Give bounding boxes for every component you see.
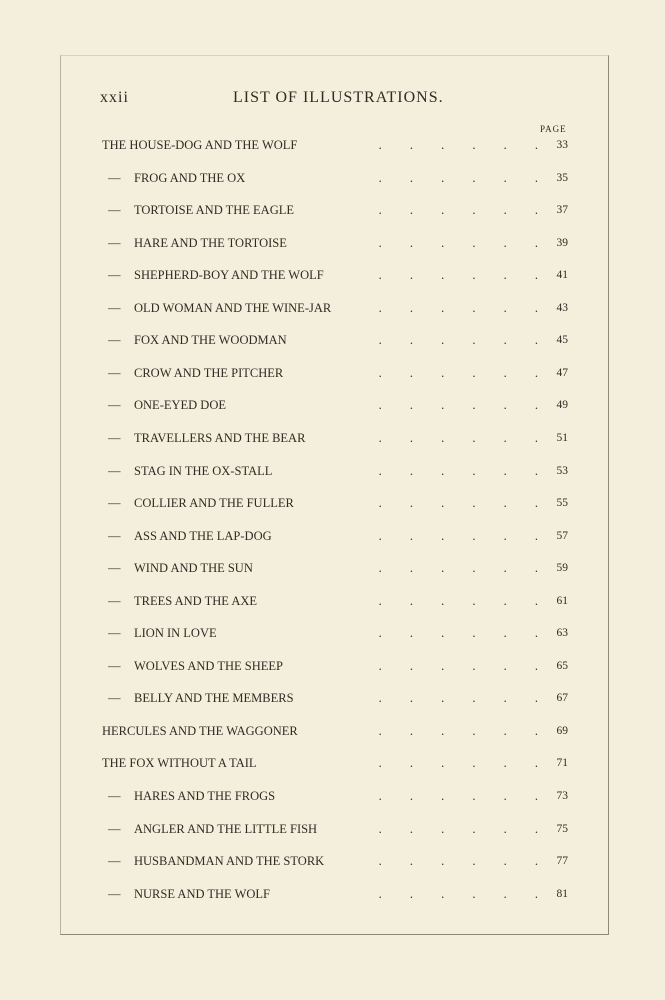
toc-entry (102, 396, 568, 414)
ditto-dash: — (108, 463, 121, 478)
dot-leaders: . . . . . . (378, 235, 538, 250)
dot-leaders: . . . . . . (378, 886, 538, 901)
entry-title: HUSBANDMAN AND THE STORK (134, 854, 325, 869)
ditto-dash: — (108, 300, 121, 315)
toc-entry (102, 885, 568, 903)
entry-title: HARE AND THE TORTOISE (134, 235, 287, 250)
entry-title: TREES AND THE AXE (134, 593, 258, 608)
dot-leaders: . . . . . . (378, 626, 538, 641)
toc-entry (102, 136, 568, 154)
ditto-dash: — (108, 626, 121, 641)
entry-title: HERCULES AND THE WAGGONER (102, 723, 298, 738)
entry-page-number: 59 (556, 562, 568, 575)
ditto-dash: — (108, 854, 121, 869)
entry-page-number: 37 (556, 204, 568, 217)
ditto-dash: — (108, 593, 121, 608)
entry-page-number: 33 (556, 139, 568, 151)
entry-title: FOX AND THE WOODMAN (134, 333, 287, 348)
entry-page-number: 73 (556, 790, 568, 802)
dot-leaders: . . . . . . (378, 691, 538, 706)
ditto-dash: — (108, 268, 121, 283)
entry-title: ANGLER AND THE LITTLE FISH (134, 821, 318, 836)
entry-title: THE FOX WITHOUT A TAIL (102, 756, 257, 771)
entry-page-number: 57 (556, 529, 568, 542)
entry-title: NURSE AND THE WOLF (134, 886, 271, 901)
entry-page-number: 49 (556, 399, 568, 412)
entry-title: FROG AND THE OX (134, 170, 246, 185)
dot-leaders: . . . . . . (378, 496, 538, 511)
entry-page-number: 77 (556, 855, 568, 868)
dot-leaders: . . . . . . (378, 300, 538, 315)
dot-leaders: . . . . . . (378, 268, 538, 283)
entry-page-number: 43 (556, 301, 568, 314)
entry-title: COLLIER AND THE FULLER (134, 496, 294, 511)
entry-page-number: 35 (556, 171, 568, 184)
dot-leaders: . . . . . . (378, 333, 538, 348)
entry-page-number: 41 (556, 269, 568, 282)
ditto-dash: — (108, 398, 121, 413)
entry-page-number: 53 (556, 464, 568, 477)
ditto-dash: — (108, 365, 121, 380)
toc-entry (102, 559, 568, 577)
ditto-dash: — (108, 658, 121, 673)
page-number: xxii (100, 89, 129, 106)
dot-leaders: . . . . . . (378, 463, 538, 478)
entry-page-number: 81 (556, 887, 568, 900)
toc-entry (102, 689, 568, 707)
entry-title: BELLY AND THE MEMBERS (134, 691, 294, 706)
entry-page-number: 67 (556, 692, 568, 705)
dot-leaders: . . . . . . (378, 561, 538, 576)
toc-entry (102, 754, 568, 772)
entry-page-number: 71 (556, 757, 568, 770)
toc-entry (102, 820, 568, 838)
entry-title: OLD WOMAN AND THE WINE-JAR (134, 300, 332, 315)
entry-page-number: 39 (556, 236, 568, 249)
ditto-dash: — (108, 496, 121, 511)
ditto-dash: — (108, 561, 121, 576)
dot-leaders: . . . . . . (378, 821, 538, 836)
ditto-dash: — (108, 821, 121, 836)
entry-page-number: 61 (556, 594, 568, 607)
ditto-dash: — (108, 333, 121, 348)
toc-entry (102, 787, 568, 805)
toc-entry (102, 331, 568, 349)
dot-leaders: . . . . . . (378, 756, 538, 771)
entry-title: STAG IN THE OX-STALL (134, 463, 273, 478)
toc-entry (102, 852, 568, 870)
toc-entry (102, 364, 568, 382)
toc-entry (102, 299, 568, 317)
entry-page-number: 75 (556, 822, 568, 835)
ditto-dash: — (108, 528, 121, 543)
toc-entry (102, 527, 568, 545)
running-title: LIST OF ILLUSTRATIONS. (233, 89, 444, 106)
entry-title: HARES AND THE FROGS (134, 789, 276, 803)
toc-entry (102, 234, 568, 252)
dot-leaders: . . . . . . (378, 593, 538, 608)
dot-leaders: . . . . . . (378, 398, 538, 413)
entry-title: CROW AND THE PITCHER (134, 365, 284, 380)
dot-leaders: . . . . . . (378, 854, 538, 869)
toc-entry (102, 624, 568, 642)
entry-page-number: 47 (556, 366, 568, 379)
entry-title: WOLVES AND THE SHEEP (134, 658, 283, 673)
ditto-dash: — (108, 235, 121, 250)
page-header (100, 89, 570, 111)
entry-page-number: 45 (556, 334, 568, 347)
entry-title: TORTOISE AND THE EAGLE (134, 203, 295, 218)
dot-leaders: . . . . . . (378, 723, 538, 738)
entry-page-number: 51 (556, 431, 568, 444)
toc-entry (102, 494, 568, 512)
ditto-dash: — (108, 170, 121, 185)
entry-page-number: 69 (556, 724, 568, 737)
dot-leaders: . . . . . . (378, 658, 538, 673)
toc-entry (102, 266, 568, 284)
toc-entry (102, 201, 568, 219)
toc-entry (102, 722, 568, 740)
toc-entry (102, 592, 568, 610)
toc-entry (102, 429, 568, 447)
entry-title: ONE-EYED DOE (134, 398, 226, 413)
toc-entry (102, 462, 568, 480)
ditto-dash: — (108, 430, 121, 445)
dot-leaders: . . . . . . (378, 170, 538, 185)
dot-leaders: . . . . . . (378, 138, 538, 152)
toc-entry (102, 169, 568, 187)
entry-title: WIND AND THE SUN (134, 561, 253, 576)
dot-leaders: . . . . . . (378, 365, 538, 380)
entry-title: ASS AND THE LAP-DOG (134, 528, 272, 543)
entry-page-number: 63 (556, 627, 568, 640)
ditto-dash: — (108, 203, 121, 218)
entry-page-number: 55 (556, 497, 568, 510)
toc-entry (102, 657, 568, 675)
dot-leaders: . . . . . . (378, 430, 538, 445)
entry-page-number: 65 (556, 659, 568, 672)
ditto-dash: — (108, 691, 121, 706)
entry-title: THE HOUSE-DOG AND THE WOLF (102, 138, 298, 152)
entry-title: TRAVELLERS AND THE BEAR (134, 430, 306, 445)
ditto-dash: — (108, 789, 121, 803)
dot-leaders: . . . . . . (378, 528, 538, 543)
entry-title: SHEPHERD-BOY AND THE WOLF (134, 268, 324, 283)
dot-leaders: . . . . . . (378, 203, 538, 218)
page-column-label: PAGE (540, 124, 567, 134)
ditto-dash: — (108, 886, 121, 901)
entry-title: LION IN LOVE (134, 626, 217, 641)
dot-leaders: . . . . . . (378, 789, 538, 803)
